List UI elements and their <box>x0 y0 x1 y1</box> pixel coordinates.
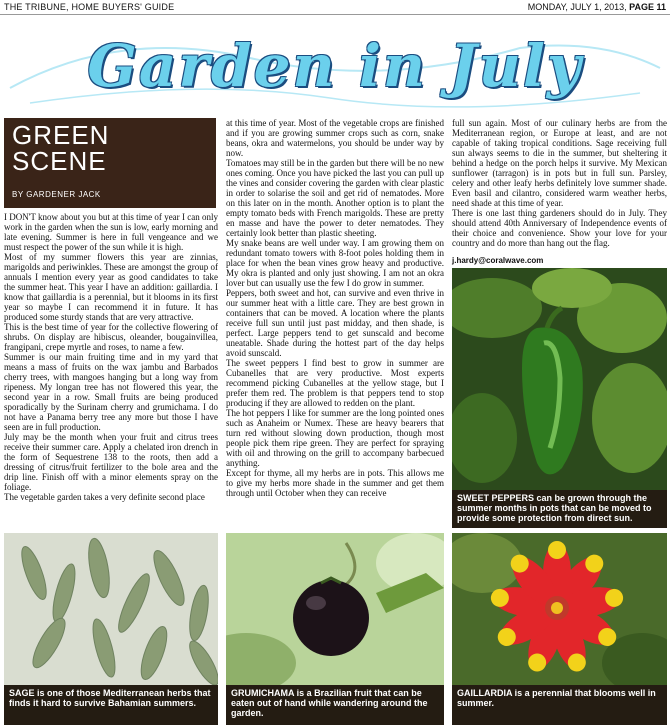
caption-bold: GAILLARDIA <box>457 688 513 698</box>
column-title-box <box>4 118 216 208</box>
article-column-3 <box>452 118 667 268</box>
article-column-1 <box>4 212 218 528</box>
paragraph: Except for thyme, all my herbs are in pots. This allows me to give my herbs more shade in the summer and get them through until October when they can receive <box>226 468 444 498</box>
sweet-peppers-image <box>452 268 667 490</box>
column-title-line2: SCENE <box>12 146 107 176</box>
paragraph: The sweet peppers I find best to grow in summer are Cubanelles that are very productive. Most experts recommend picking Cubanelles at the yellow stage, but I prefer them red. The problem is that peppers tend to stop producing if they are allowed to redden on the plant. <box>226 358 444 408</box>
grumichama-caption <box>226 685 444 725</box>
caption-text: is a perennial that blooms well in summer. <box>457 688 656 708</box>
paragraph: The vegetable garden takes a very definite second place <box>4 492 205 502</box>
byline: BY GARDENER JACK <box>12 190 101 199</box>
sage-caption <box>4 685 218 725</box>
sweet-peppers-caption <box>452 490 667 528</box>
column-title <box>12 122 109 174</box>
paragraph: Tomatoes may still be in the garden but there will be no new ones coming. Once you have picked the last you can pull up the vines and consider covering the garden with clear plastic in order to solarise the soil and get rid of nematodes. More on this later on in the month. Another option is to plant the empty tomato beds with French marigolds. These are pretty en masse and have the power to deter nematodes. They certainly look better than plastic sheeting. <box>226 158 444 238</box>
caption-bold: SAGE <box>9 688 35 698</box>
paragraph: Summer is our main fruiting time and in my yard that means a mass of fruits on the wax jambu and Barbados cherry trees, with mangoes hanging but a long way from ripeness. My longan tree has not flowered this year, the second year in a row. Small fruits are being produced sporadically by the Surinam cherry and grumichama. I do not have a Panama berry tree any more but those I have seen are in full production. <box>4 352 218 432</box>
article-column-2 <box>226 118 444 528</box>
sage-photo <box>4 533 218 685</box>
caption-text: is one of those Mediterranean herbs that finds it hard to survive Bahamian summers. <box>9 688 211 708</box>
gaillardia-image <box>452 533 667 685</box>
paragraph: I DON'T know about you but at this time of year I can only work in the garden when the sun is low, early morning and late evening. Summer is here in full vengeance and we must respect the power of the sun while it is high. <box>4 212 218 252</box>
paragraph: The hot peppers I like for summer are the long pointed ones such as Anaheim or Numex. These are heavy bearers that turn red without slowing down production, though most people pick them ripe green. They are perfect for spraying with oil and throwing on the grill to accompany barbecued anything. <box>226 408 444 468</box>
author-email: j.hardy@coralwave.com <box>452 256 544 265</box>
gaillardia-photo <box>452 533 667 685</box>
caption-bold: GRUMICHAMA <box>231 688 295 698</box>
caption-text: is a Brazilian fruit that can be eaten out of hand while wandering around the garden. <box>231 688 428 718</box>
paragraph: Most of my summer flowers this year are zinnias, marigolds and periwinkles. These are amongst the group of annuals I mention every year as good candidates to take the summer heat. This year I have an addition: gaillardia. I know that gaillardia is a perennial, but it blooms in its first year so maybe I can recommend it in future. It has produced some sturdy stands that are very attractive. <box>4 252 218 322</box>
paragraph: My snake beans are well under way. I am growing them on redundant tomato towers with 8-foot poles holding them in place for when the bean vines grow heavy and productive. My okra is planted and only just showing. I am not an okra lover but can usually use the few I do grow in summer. <box>226 238 444 288</box>
caption-bold: SWEET PEPPERS <box>457 493 535 503</box>
column-title-line1: GREEN <box>12 120 110 150</box>
publication-name: THE TRIBUNE, HOME BUYERS' GUIDE <box>4 2 175 12</box>
paragraph: full sun again. Most of our culinary herbs are from the Mediterranean region, or Europe at least, and are not capable of taking tropical conditions. Sage receiving full sun always seems to die in the summer, but sheltering it behind a hedge on the porch helps it survive. My Mexican sunflower (tarragon) is in pots but in full sun. Parsley, celery and other leafy herbs definitely love summer shade. Even basil and cilantro, considered warm weather herbs, need shade at this time of year. <box>452 118 667 208</box>
page-number: PAGE 11 <box>629 2 666 12</box>
paragraph: at this time of year. Most of the vegetable crops are finished and if you are growing summer crops such as corn, snake beans, okra and watermelons, you should be under way by now. <box>226 118 444 158</box>
page-header <box>0 0 670 15</box>
gaillardia-caption <box>452 685 667 725</box>
caption-text: can be grown through the summer months in pots that can be moved to provide some protection from direct sun. <box>457 493 652 523</box>
page-date <box>528 2 666 12</box>
paragraph: July may be the month when your fruit and citrus trees receive their summer care. Apply a chelated iron drench in the form of Sequestrene 138 to the roots, then add a dressing of citrus/fruit fertilizer to the bole area and the drip line. Finish off with a minor elements spray on the foliage. <box>4 432 218 492</box>
sweet-peppers-photo <box>452 268 667 490</box>
grumichama-photo <box>226 533 444 685</box>
grumichama-image <box>226 533 444 685</box>
paragraph: Peppers, both sweet and hot, can survive and even thrive in our summer heat with a little care. They are best grown in containers that can be moved. A location where the plants receive full sun until just past midday, and then shade, is perfect. Large peppers tend to get sunscald and become uneatable. Shade during the hottest part of the day helps avoid sunscald. <box>226 288 444 358</box>
page-title: Garden in July <box>87 32 583 100</box>
sage-image <box>4 533 218 685</box>
paragraph: This is the best time of year for the collective flowering of shrubs. On display are hibiscus, oleander, bougainvillea, frangipani, crepe myrtle and roses, to name a few. <box>4 322 218 352</box>
paragraph: There is one last thing gardeners should do in July. They should attend 40th Anniversary of Independence events of their choice and convenience. Show your love for your country and do more than hang out the flag. <box>452 208 667 248</box>
issue-date: MONDAY, JULY 1, 2013, <box>527 2 627 12</box>
